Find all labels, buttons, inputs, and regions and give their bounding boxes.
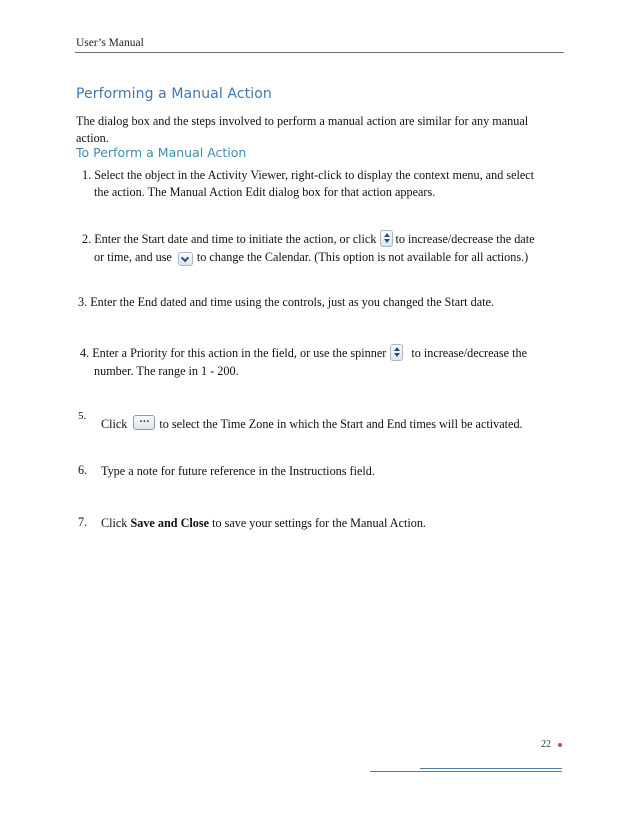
step-7-text-a: Click [101, 516, 128, 530]
page-number: 22 [541, 739, 551, 750]
step-7 [101, 515, 426, 532]
step-2-line-2 [82, 249, 535, 266]
procedure-title: To Perform a Manual Action [76, 145, 247, 160]
running-header: User’s Manual [76, 37, 144, 49]
step-5-number: 5. [78, 410, 87, 422]
step-2-line-1 [82, 231, 535, 249]
step-4 [80, 345, 527, 380]
intro-paragraph: The dialog box and the steps involved to perform a manual action are similar for any manual action. [76, 114, 529, 145]
step-4-line-1 [80, 345, 527, 363]
step-7-number: 7. [78, 515, 88, 529]
step-1-line-2: the action. The Manual Action Edit dialog box for that action appears. [94, 185, 436, 199]
section-title: Performing a Manual Action [76, 86, 272, 102]
step-6-number: 6. [78, 463, 88, 477]
step-5 [101, 416, 523, 433]
step-6-text: Type a note for future reference in the Instructions field. [101, 464, 375, 478]
step-1-line-1: 1. Select the object in the Activity Viewer, right-click to display the context menu, and select [82, 168, 535, 182]
ellipsis-button-icon: ... [133, 415, 155, 430]
spinner-icon [390, 344, 403, 361]
step-3-line-1: 3. Enter the End dated and time using the controls, just as you changed the Start date. [78, 295, 494, 309]
spinner-icon [380, 230, 393, 247]
step-2-text-a: 2. Enter the Start date and time to initiate the action, or click [82, 232, 377, 246]
step-4-text-a: 4. Enter a Priority for this action in the field, or use the spinner [80, 346, 387, 360]
step-2-text-b: to increase/decrease the date [395, 232, 535, 246]
dropdown-icon [178, 252, 193, 266]
footer-rule-bottom [370, 771, 562, 772]
step-5-text-a: Click [101, 417, 128, 431]
step-1 [82, 167, 534, 201]
step-4-line-2: number. The range in 1 - 200. [94, 363, 239, 378]
page-bullet-icon [558, 743, 562, 747]
step-2-text-d: to change the Calendar. (This option is not available for all actions.) [196, 249, 529, 264]
header-rule [75, 52, 564, 53]
footer-rule-top [420, 768, 562, 769]
step-4-text-b: to increase/decrease the [411, 346, 528, 360]
step-2-text-c: or time, and use [94, 249, 172, 264]
step-7-text-b: to save your settings for the Manual Action. [212, 516, 426, 530]
step-3 [78, 294, 494, 311]
step-7-bold: Save and Close [130, 516, 210, 530]
step-2 [82, 231, 535, 266]
step-5-text-b: to select the Time Zone in which the Start and End times will be activated. [159, 417, 523, 431]
